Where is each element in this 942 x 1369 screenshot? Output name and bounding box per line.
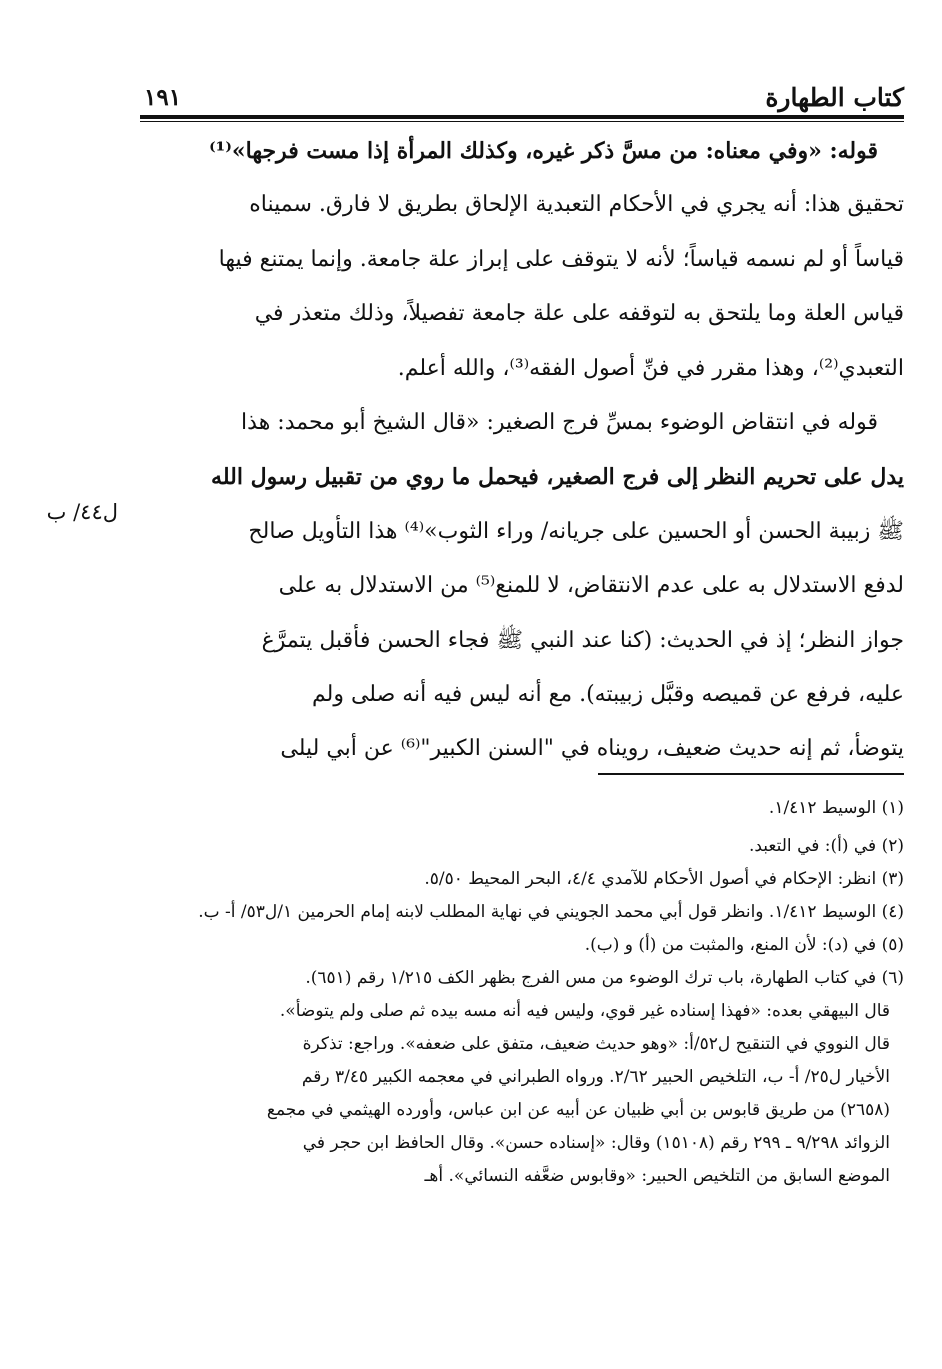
page-number: ١٩١ [144,84,182,111]
footnote: (٢) في (أ): في التعبد. [748,836,904,856]
footnote: (٤) الوسيط ١/٤١٢. وانظر قول أبي محمد الجويني في نهاية المطلب لابنه إمام الحرمين ١/ل٥٣/ أ- ب. [198,902,904,922]
text-line: جواز النظر؛ إذ في الحديث: (كنا عند النبي ﷺ فجاء الحسن فأقبل يتمرَّغ [261,627,904,653]
text-line: قياس العلة وما يلتحق به لتوقفه على علة جامعة تفصيلاً، وذلك متعذر في [254,301,904,327]
footnote-continuation: قال النووي في التنقيح ل٥٢/أ: «وهو حديث ضعيف، متفق على ضعفه». وراجع: تذكرة [302,1034,890,1054]
footnote-separator [598,773,904,775]
footnote-continuation: الزوائد ٩/٢٩٨ ـ ٢٩٩ رقم (١٥١٠٨) وقال: «إسناده حسن». وقال الحافظ ابن حجر في [302,1133,890,1153]
footnote-continuation: الأخيار ل٢٥/ أ- ب، التلخيص الحبير ٢/٦٢. ورواه الطبراني في معجمه الكبير ٣/٤٥ رقم [301,1067,890,1087]
running-header [140,84,904,112]
text-line: قوله في انتقاض الوضوء بمسِّ فرج الصغير: «قال الشيخ أبو محمد: هذا [241,409,878,435]
text-line: يتوضأ، ثم إنه حديث ضعيف، رويناه في "السنن الكبير"⁽⁶⁾ عن أبي ليلى [280,736,904,762]
text-line: يدل على تحريم النظر إلى فرج الصغير، فيحمل ما روي من تقبيل رسول الله [211,464,904,491]
footnote: (١) الوسيط ١/٤١٢. [768,798,904,818]
footnote: (٥) في (د): لأن المنع، والمثبت من (أ) و (ب). [584,935,904,955]
manuscript-folio-note: ل٤٤/ ب [46,500,118,524]
chapter-title: كتاب الطهارة [765,83,904,112]
footnote-continuation: قال البيهقي بعده: «فهذا إسناده غير قوي، وليس فيه أنه مسه بيده ثم صلى ولم يتوضأ». [279,1001,890,1021]
text-line: تحقيق هذا: أنه يجري في الأحكام التعبدية الإلحاق بطريق لا فارق. سميناه [249,192,904,218]
text-line: عليه، فرفع عن قميصه وقبَّل زبيبته). مع أنه ليس فيه أنه صلى ولم [311,681,904,707]
footnote-continuation: (٢٦٥٨) من طريق قابوس بن أبي ظبيان عن أبيه عن ابن عباس، وأورده الهيثمي في مجمع [266,1100,890,1120]
footnote: (٦) في كتاب الطهارة، باب ترك الوضوء من مس الفرج بظهر الكف ١/٢١٥ رقم (٦٥١). [305,968,904,988]
header-rule-thin [140,121,904,122]
text-line: ﷺ زبيبة الحسن أو الحسين على جريانه/ وراء الثوب»⁽⁴⁾ هذا التأويل صالح [248,518,904,544]
footnotes [140,786,904,1193]
text-line: قوله: «وفي معناه: من مسَّ ذكر غيره، وكذلك المرأة إذا مست فرجها»⁽¹⁾ [209,138,878,164]
main-text [140,124,904,777]
text-line: قياساً أو لم نسمه قياساً؛ لأنه لا يتوقف على إبراز علة جامعة. وإنما يمتنع فيها [218,246,904,272]
footnote: (٣) انظر: الإحكام في أصول الأحكام للآمدي ٤/٤، البحر المحيط ٥/٥٠. [424,869,904,889]
header-rule-thick [140,115,904,119]
text-line: التعبدي⁽²⁾، وهذا مقرر في فنِّ أصول الفقه⁽³⁾، والله أعلم. [397,355,904,381]
footnote-continuation: الموضع السابق من التلخيص الحبير: «وقابوس ضعَّفه النسائي». أهـ [424,1166,890,1186]
text-line: لدفع الاستدلال به على عدم الانتقاض، لا للمنع⁽⁵⁾ من الاستدلال به على [278,573,904,599]
